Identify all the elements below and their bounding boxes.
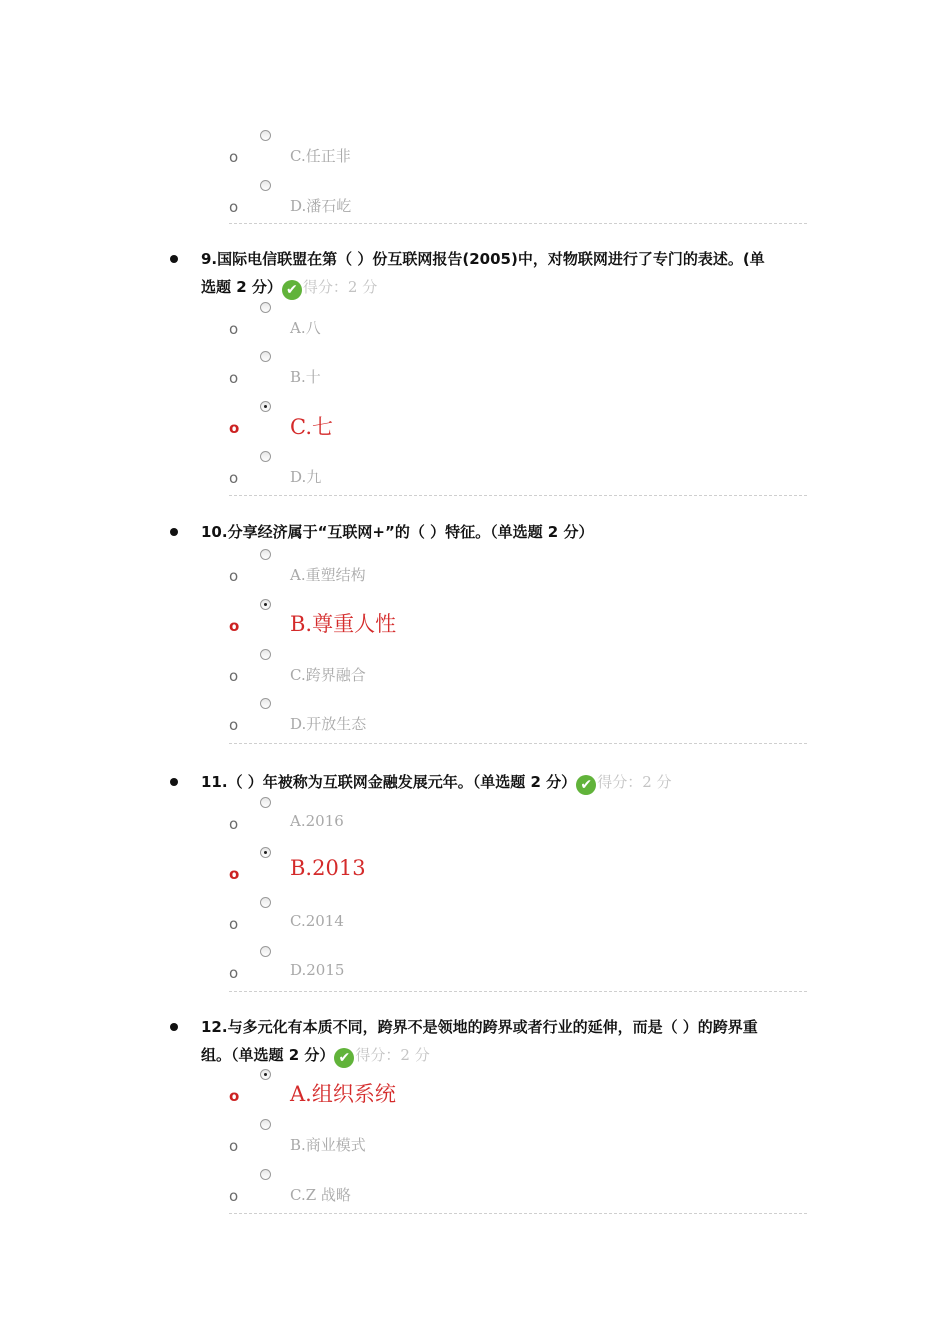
radio-button[interactable]	[260, 897, 271, 908]
list-marker: o	[229, 469, 239, 487]
option-q10-b-selected[interactable]	[0, 599, 950, 649]
radio-button-selected[interactable]	[260, 599, 271, 610]
option-label: A.重塑结构	[290, 566, 366, 584]
option-q10-c[interactable]	[0, 649, 950, 699]
question-text	[201, 1013, 811, 1069]
list-marker: o	[229, 1187, 239, 1205]
option-q11-b-selected[interactable]	[0, 847, 950, 897]
list-marker: o	[229, 617, 240, 635]
list-marker: o	[229, 865, 240, 883]
separator	[229, 223, 807, 224]
question-text-line1: 10.分享经济属于“互联网+”的（ ）特征。（单选题 2 分）	[201, 523, 594, 541]
score-text: 得分：2 分	[302, 278, 378, 296]
list-marker: o	[229, 915, 239, 933]
radio-button[interactable]	[260, 649, 271, 660]
option-q12-a-selected[interactable]	[0, 1069, 950, 1119]
radio-button[interactable]	[260, 180, 271, 191]
radio-button[interactable]	[260, 351, 271, 362]
option-label: D.潘石屹	[290, 197, 352, 215]
bullet	[170, 778, 178, 786]
check-icon: ✔	[576, 775, 596, 795]
list-marker: o	[229, 419, 240, 437]
option-q9-b[interactable]	[0, 351, 950, 401]
radio-button[interactable]	[260, 797, 271, 808]
list-marker: o	[229, 1137, 239, 1155]
score-text: 得分：2 分	[597, 773, 672, 791]
list-marker: o	[229, 667, 239, 685]
option-label: B.商业模式	[290, 1136, 366, 1154]
question-text-line2: 选题 2 分）	[201, 278, 282, 296]
option-q11-d[interactable]	[0, 946, 950, 996]
list-marker: o	[229, 198, 239, 216]
separator	[229, 743, 807, 744]
option-q10-a[interactable]	[0, 549, 950, 599]
check-icon: ✔	[282, 280, 302, 300]
option-q8-c[interactable]	[0, 128, 950, 178]
list-marker: o	[229, 716, 239, 734]
bullet	[170, 528, 178, 536]
separator	[229, 1213, 807, 1214]
option-label: C.跨界融合	[290, 666, 366, 684]
option-q11-c[interactable]	[0, 897, 950, 947]
separator	[229, 495, 807, 496]
radio-button-selected[interactable]	[260, 401, 271, 412]
option-label: C.任正非	[290, 147, 351, 165]
list-marker: o	[229, 567, 239, 585]
list-marker: o	[229, 369, 239, 387]
question-text	[201, 518, 811, 546]
radio-button[interactable]	[260, 698, 271, 709]
radio-button[interactable]	[260, 451, 271, 462]
radio-button[interactable]	[260, 549, 271, 560]
question-text	[201, 245, 811, 301]
option-q10-d[interactable]	[0, 698, 950, 748]
radio-button[interactable]	[260, 1169, 271, 1180]
score-text: 得分：2 分	[355, 1046, 430, 1064]
list-marker: o	[229, 148, 239, 166]
option-label: A.组织系统	[290, 1082, 396, 1106]
question-text	[201, 768, 811, 796]
option-q11-a[interactable]	[0, 797, 950, 847]
option-q9-d[interactable]	[0, 451, 950, 501]
option-q9-a[interactable]	[0, 302, 950, 352]
list-marker: o	[229, 320, 239, 338]
radio-button-selected[interactable]	[260, 847, 271, 858]
question-text-line1: 12.与多元化有本质不同，跨界不是领地的跨界或者行业的延伸，而是（ ）的跨界重	[201, 1018, 758, 1036]
option-label: A.2016	[290, 812, 344, 830]
option-label: D.开放生态	[290, 715, 367, 733]
separator	[229, 991, 807, 992]
radio-button[interactable]	[260, 1119, 271, 1130]
option-q9-c-selected[interactable]	[0, 401, 950, 451]
option-label: B.十	[290, 368, 321, 386]
radio-button[interactable]	[260, 130, 271, 141]
option-label: A.八	[290, 319, 321, 337]
option-label: C.七	[290, 415, 333, 439]
radio-button-selected[interactable]	[260, 1069, 271, 1080]
bullet	[170, 255, 178, 263]
option-label: B.尊重人性	[290, 612, 397, 636]
option-label: B.2013	[290, 856, 366, 880]
option-q12-b[interactable]	[0, 1119, 950, 1169]
option-q12-c[interactable]	[0, 1169, 950, 1219]
list-marker: o	[229, 1087, 240, 1105]
option-label: C.2014	[290, 912, 344, 930]
option-label: C.Z 战略	[290, 1186, 351, 1204]
check-icon: ✔	[334, 1048, 354, 1068]
radio-button[interactable]	[260, 302, 271, 313]
option-label: D.2015	[290, 961, 345, 979]
question-text-line2: 组。（单选题 2 分）	[201, 1046, 335, 1064]
list-marker: o	[229, 964, 239, 982]
option-label: D.九	[290, 468, 322, 486]
question-text-line1: 9.国际电信联盟在第（ ）份互联网报告(2005)中，对物联网进行了专门的表述。(单	[201, 250, 765, 268]
option-q8-d[interactable]	[0, 178, 950, 228]
question-text-line1: 11.（ ）年被称为互联网金融发展元年。（单选题 2 分）	[201, 773, 577, 791]
bullet	[170, 1023, 178, 1031]
radio-button[interactable]	[260, 946, 271, 957]
list-marker: o	[229, 815, 239, 833]
